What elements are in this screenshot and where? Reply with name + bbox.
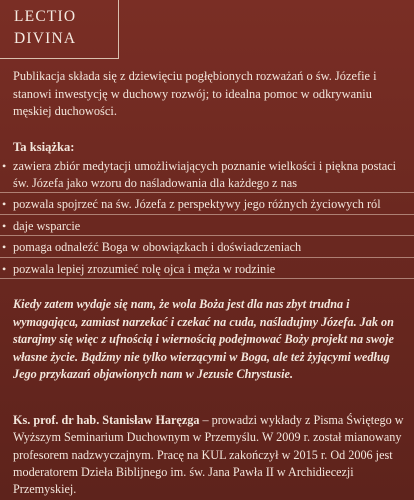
bullet-icon: • [2, 218, 7, 233]
feature-text: zawiera zbiór medytacji umożliwiających poznanie wielkości i piękna postaci św. Józefa jako wzoru do naśladowania dla każdego z nas [13, 159, 397, 190]
features-list [0, 158, 414, 282]
author-bio-text: – prowadzi wykłady z Pisma Świętego w Wyższym Seminarium Duchownym w Przemyślu. W 2009 r. został mianowany profesorem nadzwyczajnym. Pracę na KUL zakończył w 2015 r. Od 2006 jest moderatorem Dzieła Biblijnego im. św. Jana Pawła II w Archidiecezji Przemyskiej. [13, 413, 404, 497]
bullet-icon: • [2, 197, 7, 211]
series-box [0, 0, 119, 59]
bullet-icon: • [2, 261, 7, 276]
feature-text: daje wsparcie [13, 218, 81, 233]
bullet-icon: • [2, 240, 7, 254]
author-name: Ks. prof. dr hab. Stanisław Haręzga [13, 413, 200, 427]
feature-item [0, 158, 414, 193]
bullet-icon: • [2, 159, 7, 173]
intro-paragraph: Publikacja składa się z dziewięciu pogłębionych rozważań o św. Józefie i stanowi inwestycję w duchowy rozwój; to idealna pomoc w odkrywaniu męskiej duchowości. [13, 69, 377, 118]
book-features-heading: Ta książka: [13, 140, 75, 154]
feature-text: pomaga odnaleźć Boga w obowiązkach i doświadczeniach [13, 240, 302, 254]
series-title: LECTIO DIVINA [14, 8, 77, 47]
quote-paragraph: Kiedy zatem wydaje się nam, że wola Boża jest dla nas zbyt trudna i wymagająca, zamiast narzekać i czekać na cuda, naśladujmy Józefa. Jak on starajmy się więc z ufnością i wiernością podejmować Boży projekt na swoje własne życie. Bądźmy nie tylko wierzącymi w Boga, ale też żyjącymi według Jego przykazań objawionych nam w Jezusie Chrystusie. [13, 297, 394, 382]
feature-item [0, 218, 414, 237]
feature-item [0, 196, 414, 215]
feature-text: pozwala lepiej zrozumieć rolę ojca i męża w rodzinie [13, 261, 276, 276]
author-bio [13, 412, 408, 498]
feature-item [0, 261, 414, 280]
feature-text: pozwala spojrzeć na św. Józefa z perspektywy jego różnych życiowych ról [13, 197, 381, 211]
feature-item [0, 239, 414, 258]
